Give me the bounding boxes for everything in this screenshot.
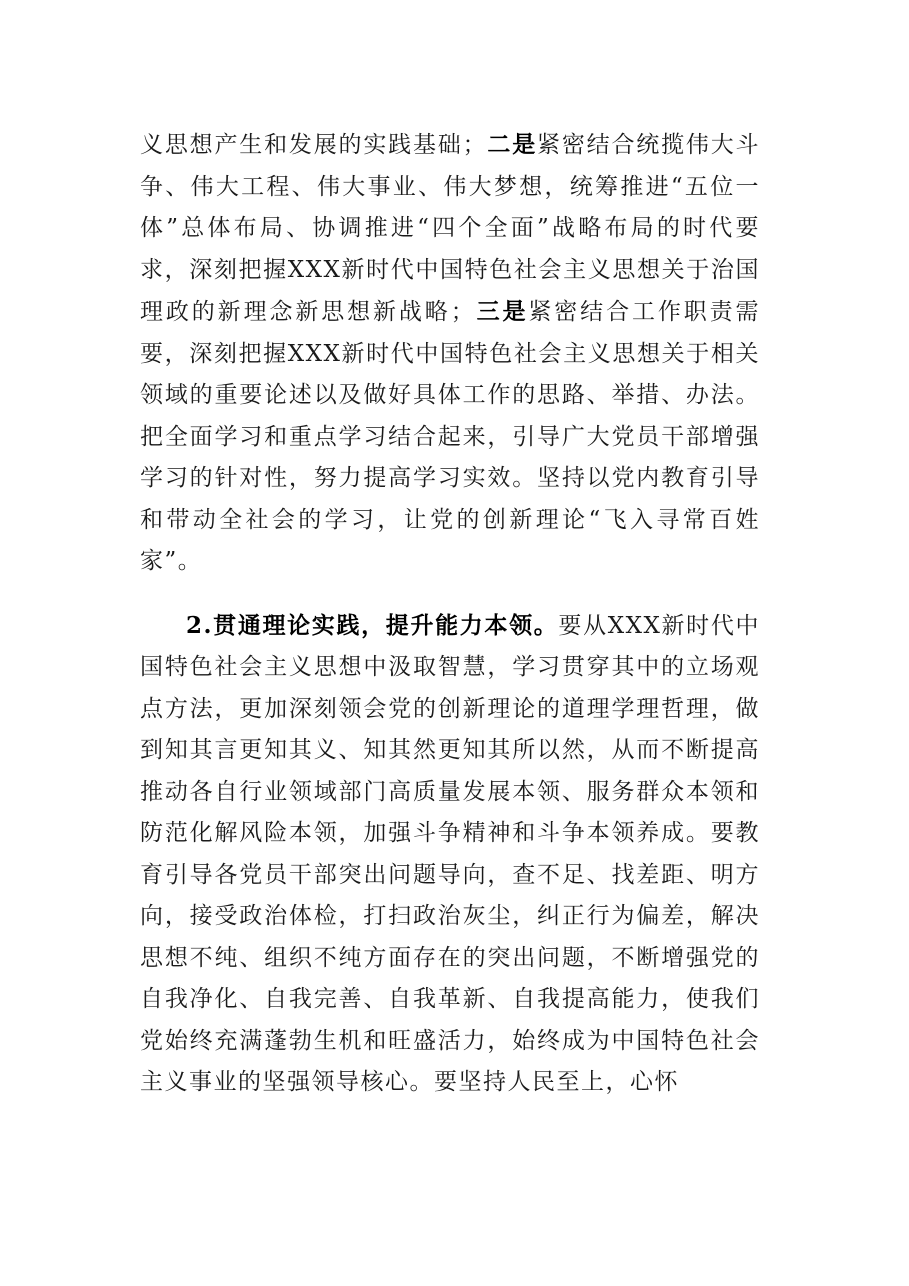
section-heading: 2.贯通理论实践，提升能力本领。	[186, 611, 559, 639]
paragraph-2-text: 要从XXX新时代中国特色社会主义思想中汲取智慧，学习贯穿其中的立场观点方法，更加深刻领会党的创新理论的道理学理哲理，做到知其言更知其义、知其然更知其所以然，从而不断提高推动各自行业领域部门高质量发展本领、服务群众本领和防范化解风险本领，加强斗争精神和斗争本领养成。要教育引导各党员干部突出问题导向，查不足、找差距、明方向，接受政治体检，打扫政治灰尘，纠正行为偏差，解决思想不纯、组织不纯方面存在的突出问题，不断增强党的自我净化、自我完善、自我革新、自我提高能力，使我们党始终充满蓬勃生机和旺盛活力，始终成为中国特色社会主义事业的坚强领导核心。要坚持人民至上，心怀	[140, 612, 761, 1095]
paragraph-1-text-c: 紧密结合工作职责需要，深刻把握XXX新时代中国特色社会主义思想关于相关领域的重要论述以及做好具体工作的思路、举措、办法。把全面学习和重点学习结合起来，引导广大党员干部增强学习的针对性，努力提高学习实效。坚持以党内教育引导和带动全社会的学习，让党的创新理论“飞入寻常百姓家”。	[140, 299, 761, 574]
paragraph-2	[140, 605, 760, 1104]
point-two-marker: 二是	[487, 131, 537, 158]
point-three-marker: 三是	[475, 298, 529, 325]
paragraph-1-text-b: 紧密结合统揽伟大斗争、伟大工程、伟大事业、伟大梦想，统筹推进“五位一体”总体布局、协调推进“四个全面”战略布局的时代要求，深刻把握XXX新时代中国特色社会主义思想关于治国理政的新理念新思想新战略；	[140, 132, 760, 325]
document-body	[140, 124, 760, 1104]
paragraph-1	[140, 124, 760, 583]
paragraph-1-text-a: 义思想产生和发展的实践基础；	[140, 132, 488, 158]
